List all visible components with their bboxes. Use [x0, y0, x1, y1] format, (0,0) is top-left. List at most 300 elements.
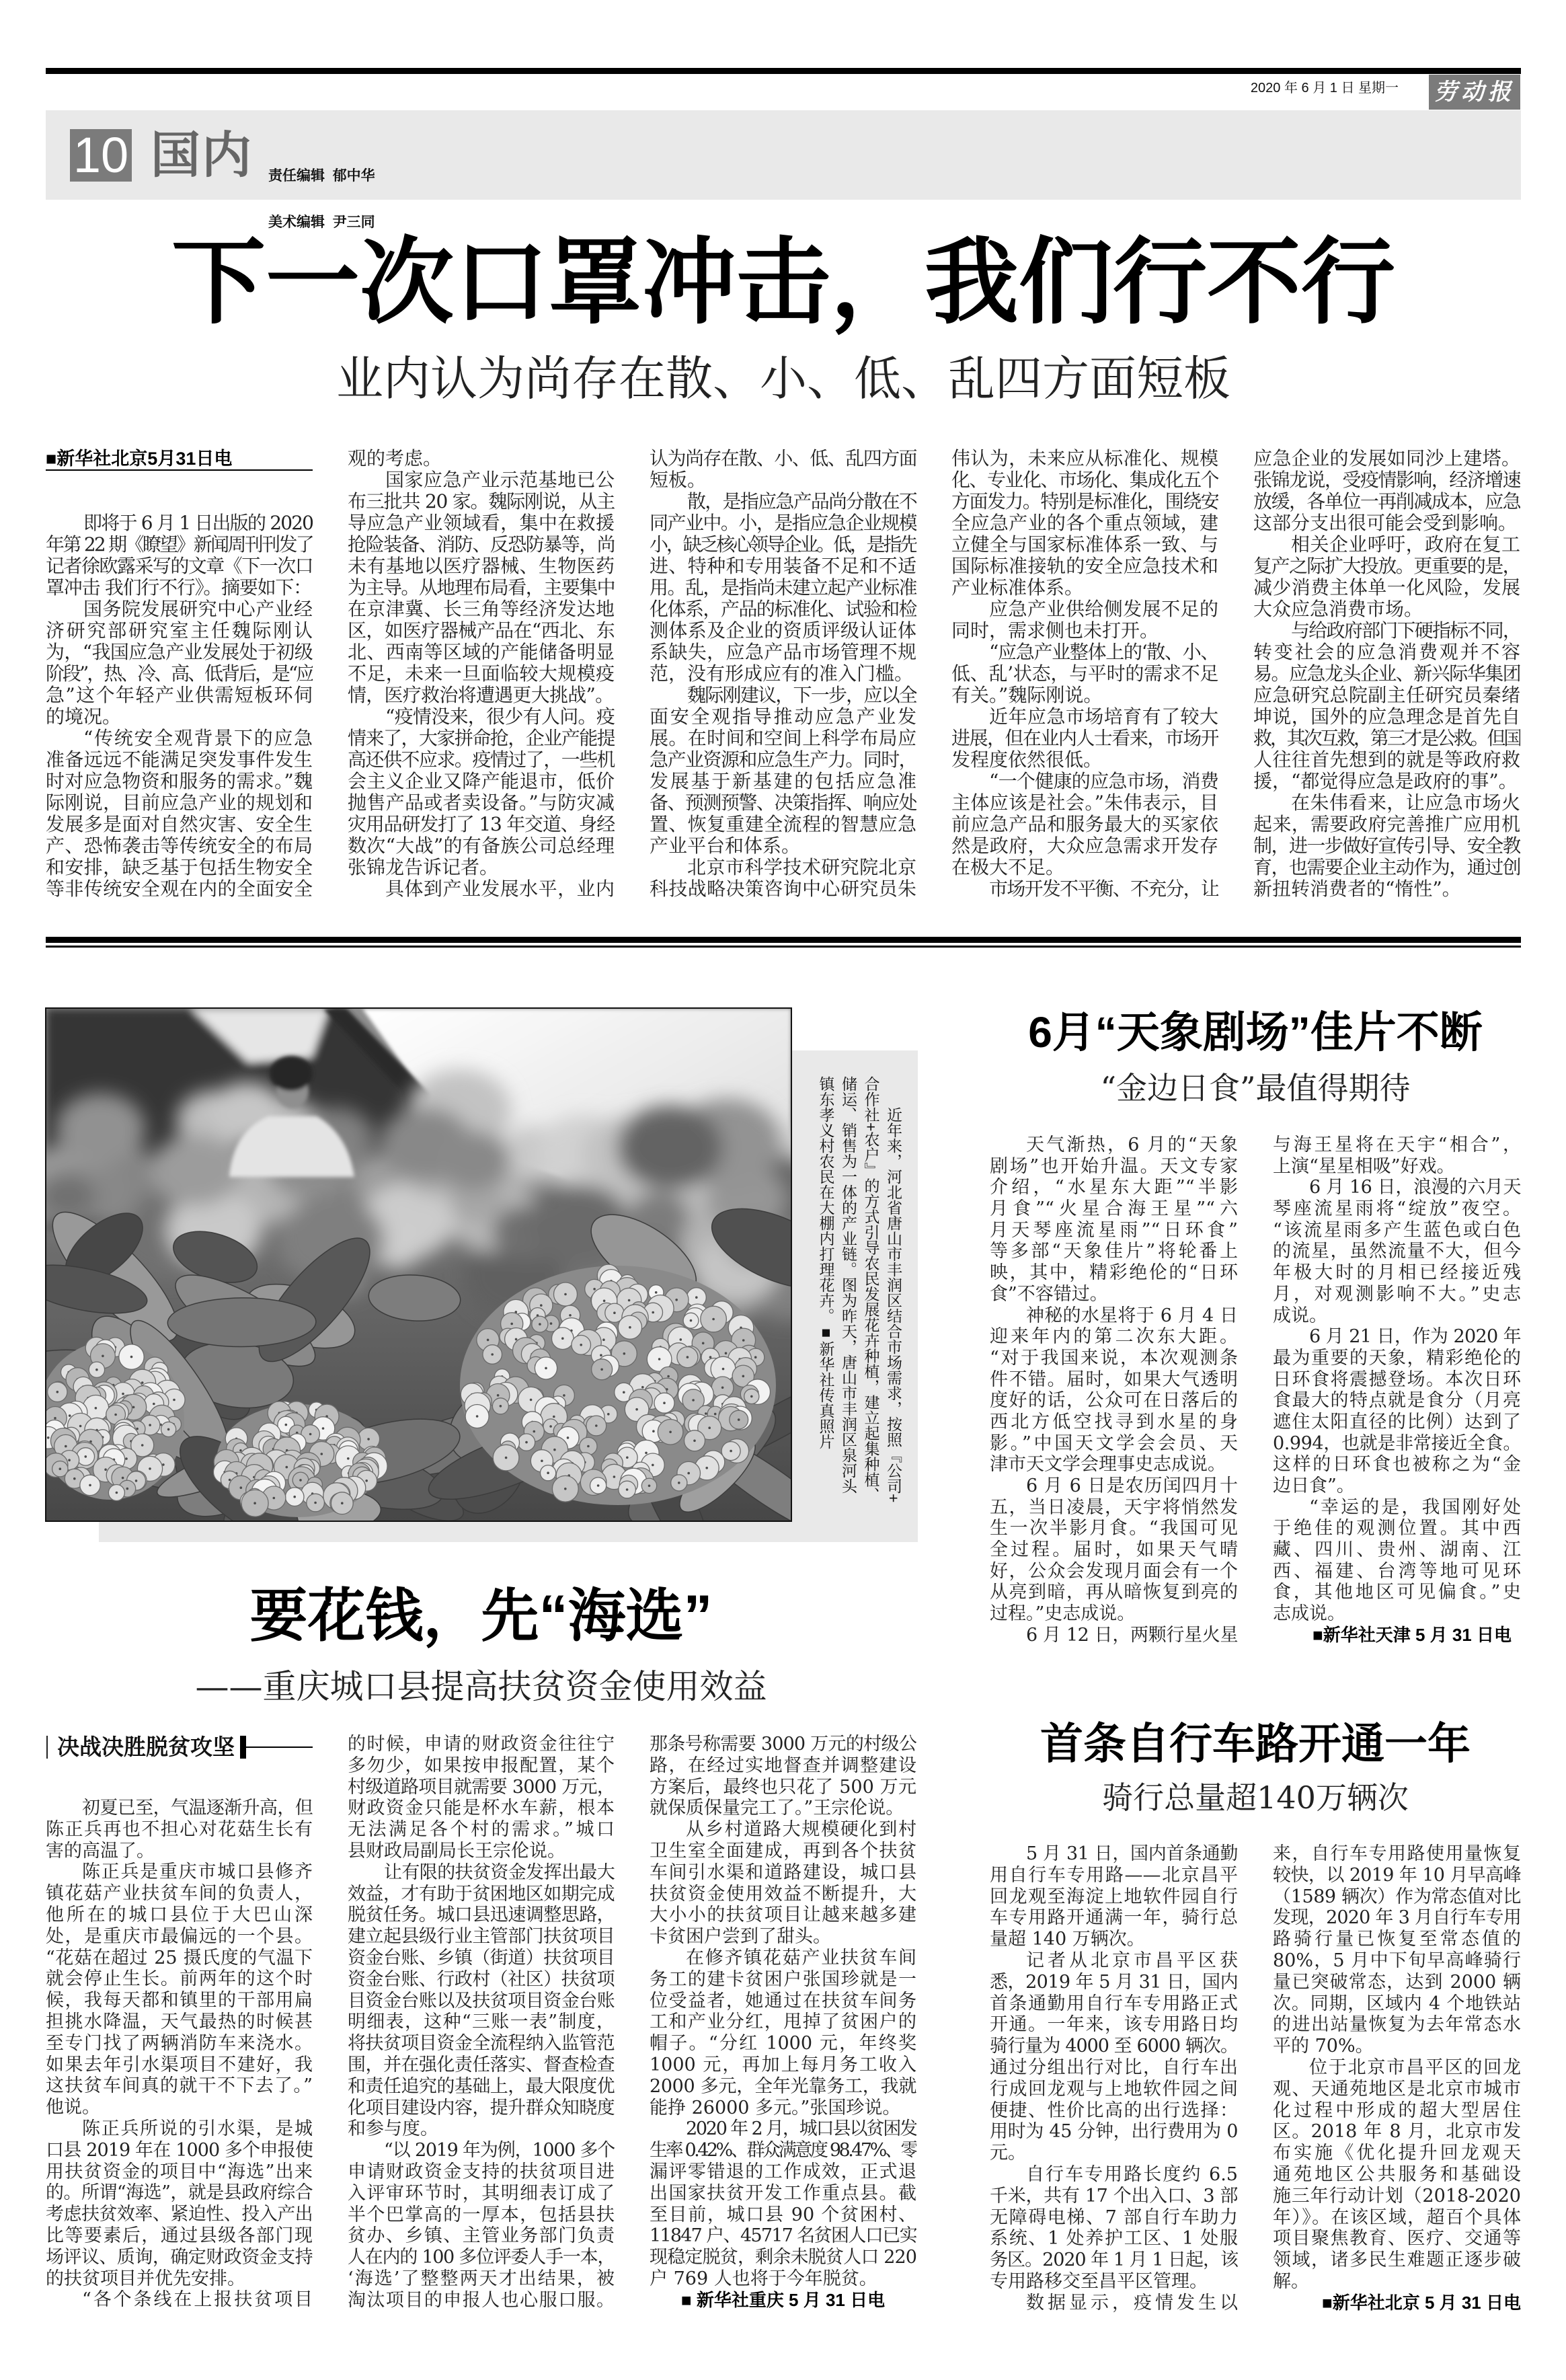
- text-line: “幸运的是，我国刚好处: [1309, 1496, 1521, 1518]
- photo-caption: [813, 1076, 904, 1533]
- text-line: 明细表，这种“三账一表”制度，: [348, 2011, 615, 2033]
- text-line: 工和产业分红，甩掉了贫困户的: [650, 2011, 916, 2033]
- text-line: 陈正兵再也不担心对花菇生长有: [46, 1818, 313, 1840]
- text-line: 五，当日凌晨，天宇将悄然发: [990, 1496, 1238, 1518]
- text-line: 将扶贫项目资金全流程纳入监管范: [348, 2033, 615, 2055]
- text-line: 观的考虑。: [348, 448, 442, 469]
- text-line: 年）》。在该区域，超百个具体: [1273, 2206, 1521, 2228]
- petal-center: [314, 1502, 317, 1504]
- text-line: 2000 多元，全年光靠务工，我就: [650, 2075, 916, 2097]
- text-line: 等多部“天象佳片”将轮番上: [990, 1241, 1238, 1262]
- text-line: 即将于 6 月 1 日出版的 2020: [83, 512, 313, 534]
- text-line: 化过程中形成的超大型居住: [1273, 2100, 1521, 2121]
- text-line: 等非传统安全观在内的全面安全: [46, 878, 313, 900]
- blurred-foliage: [56, 1093, 145, 1165]
- petal-center: [273, 1497, 276, 1500]
- petal-center: [742, 1375, 745, 1378]
- bike-headline: 首条自行车路开通一年: [1040, 1720, 1471, 1768]
- text-line: 漏评零错退的工作成效，正式退: [650, 2161, 916, 2182]
- petal-center: [547, 1471, 549, 1474]
- text-line: （1589 辆次）作为常态值对比: [1273, 1886, 1521, 1907]
- text-line: 考虑扶贫效率、紧迫性、投入产出: [46, 2204, 313, 2225]
- text-line: 陈正兵所说的引水渠，是城: [82, 2118, 313, 2139]
- text-line: 80%，5 月中下旬早高峰骑行: [1273, 1950, 1521, 1971]
- text-line: 6 月 16 日，浪漫的六月天: [1309, 1177, 1521, 1198]
- article-column: [46, 512, 313, 900]
- text-line: 张锦龙说，受疫情影响，经济增速: [1253, 469, 1520, 491]
- text-line: 度好的话，公众可在日落后的: [990, 1390, 1238, 1412]
- text-line: 年极大时的月相已经接近残: [1273, 1262, 1521, 1284]
- article-column: [348, 1734, 615, 2311]
- petal-center: [645, 1452, 648, 1455]
- text-line: 多勿少，如果按申报配置，某个: [348, 1755, 615, 1776]
- petal-center: [285, 1424, 288, 1426]
- text-line: 全过程。届时，如果天气晴: [990, 1539, 1238, 1561]
- text-line: 市场开发不平衡、不充分，让: [989, 878, 1218, 900]
- text-line: 5 月 31 日，国内首条通勤: [1026, 1843, 1238, 1864]
- section-divider-thick: [46, 937, 1521, 943]
- text-line: 资金台账、行政村（社区）扶贫项: [348, 1968, 615, 1990]
- petal-center: [722, 1368, 725, 1371]
- petal-center: [510, 1323, 513, 1326]
- text-line: 济研究部研究室主任魏际刚认: [46, 620, 313, 642]
- petal-center: [167, 1428, 170, 1431]
- text-line: 化、专业化、市场化、集成化五个: [951, 469, 1218, 491]
- lead-headline: 下一次口罩冲击，我们行不行: [171, 229, 1395, 335]
- text-line: 的时候，申请的财政资金往往宁: [348, 1734, 615, 1755]
- text-line: 和安排，缺乏基于包括生物安全: [46, 857, 313, 878]
- text-line: 的流星，虽然流量不大，但今: [1273, 1241, 1521, 1262]
- text-line: 从乡村道路大规模硬化到村: [686, 1819, 916, 1841]
- petal-center: [95, 1407, 97, 1410]
- text-line: 效益，才有助于贫困地区如期完成: [348, 1883, 615, 1905]
- text-line: 魏际刚建议，下一步，应以全: [687, 685, 916, 706]
- lead-dateline: ■新华社北京5月31日电: [46, 448, 313, 471]
- text-line: “花菇在超过 25 摄氏度的气温下: [46, 1947, 313, 1968]
- petal-center: [623, 1352, 626, 1355]
- petal-center: [708, 1426, 711, 1429]
- text-line: 路骑行量已恢复至常态值的: [1273, 1929, 1521, 1950]
- text-line: 月天琴座流星雨”“日环食”: [990, 1219, 1238, 1241]
- text-line: 卫生室全面建成，再到各个扶贫: [650, 1840, 916, 1861]
- petal-center: [476, 1415, 479, 1418]
- text-line: 范，没有形成应有的准入门槛。: [650, 663, 914, 685]
- text-line: 担挑水降温，天气最热的时候甚: [46, 2011, 313, 2032]
- text-line: 那条号称需要 3000 万元的村级公: [650, 1734, 916, 1755]
- text-line: 同产业中。小，是指应急企业规模: [650, 512, 916, 534]
- text-line: 用扶贫资金的项目中“海选”出来: [46, 2161, 313, 2182]
- blurred-foliage: [436, 1130, 510, 1190]
- petal-center: [678, 1482, 680, 1484]
- text-line: 在修齐镇花菇产业扶贫车间: [686, 1947, 916, 1968]
- petal-center: [367, 1438, 370, 1441]
- text-line: 方面发力。特别是标准化，围绕安: [951, 491, 1218, 512]
- masthead-logo: 劳动报: [1429, 75, 1520, 110]
- text-line: 未有基地以医疗器械、生物医药: [348, 555, 615, 577]
- text-line: 数据显示，疫情发生以: [1026, 2292, 1238, 2313]
- petal-center: [705, 1412, 707, 1415]
- text-line: 进展，但在业内人士看来，市场开: [951, 728, 1218, 749]
- petal-center: [149, 1467, 151, 1470]
- text-line: 6 月 12 日，两颗行星火星: [1026, 1624, 1238, 1646]
- petal-center: [597, 1484, 600, 1487]
- petal-center: [104, 1468, 107, 1471]
- text-line: 元。: [990, 2143, 1026, 2164]
- text-line: 候，我每天都和镇里的干部用扁: [46, 1990, 313, 2011]
- petal-center: [652, 1464, 654, 1467]
- bike-subheadline: 骑行总量超140万辆次: [1102, 1779, 1409, 1816]
- text-line: 为，“我国应急产业发展处于初级: [46, 642, 313, 663]
- petal-center: [553, 1449, 556, 1451]
- text-line: ‘海选’了整整两天才出结果，被: [348, 2268, 615, 2289]
- text-line: 立健全与国家标准体系一致、与: [951, 534, 1218, 555]
- text-line: 比等要素后，通过县级各部门现: [46, 2225, 313, 2246]
- petal-center: [563, 1394, 565, 1397]
- petal-center: [69, 1414, 71, 1417]
- text-line: 月，对观测影响不大。”史志: [1273, 1283, 1521, 1305]
- text-line: 的扶贫项目并优先安排。: [46, 2268, 245, 2289]
- text-line: 然是政府，大众应急需求开发存: [951, 835, 1218, 857]
- text-line: 区。2018 年 8 月，北京市发: [1273, 2121, 1521, 2143]
- art-editor: 美术编辑 尹三同: [268, 215, 375, 230]
- issue-date: 2020 年 6 月 1 日 星期一: [1250, 81, 1399, 95]
- text-line: 和责任追究的基础上，最大限度优: [348, 2075, 615, 2097]
- text-line: 他所在的城口县位于大巴山深: [46, 1904, 313, 1925]
- text-line: “一个健康的应急市场，消费: [989, 771, 1218, 792]
- petal-center: [525, 1441, 528, 1444]
- text-line: 害的高温了。: [46, 1840, 155, 1861]
- petal-center: [721, 1387, 724, 1389]
- petal-center: [669, 1431, 672, 1434]
- petal-center: [114, 1414, 117, 1416]
- text-line: 低、乱’状态，与平时的需求不足: [951, 663, 1218, 685]
- text-line: 用自行车专用路——北京昌平: [990, 1864, 1238, 1886]
- petal-center: [293, 1496, 296, 1498]
- petal-center: [141, 1444, 144, 1447]
- text-line: 志成说。: [1273, 1603, 1345, 1625]
- petal-center: [738, 1418, 740, 1421]
- text-line: 制，进一步做好宣传引导、安全教: [1253, 835, 1520, 857]
- petal-center: [641, 1386, 644, 1389]
- news-photo: [45, 1007, 792, 1522]
- text-line: 入评审环节时，其明细表订成了: [348, 2182, 615, 2204]
- text-line: 如果去年引水渠项目不建好，我: [46, 2054, 313, 2075]
- text-line: 6 月 6 日是农历闰四月十: [1026, 1475, 1238, 1496]
- caption-line: 近年来，河北省唐山市丰润区结合市场需求，按照『公司+: [885, 1107, 902, 1503]
- petal-center: [652, 1430, 655, 1432]
- text-line: 围，并在强化责任落实、督查检查: [348, 2054, 615, 2075]
- text-line: 北、西南等区域的产能储备明显: [348, 642, 615, 663]
- text-line: 坤说，国外的应急理念是首先自: [1253, 706, 1520, 728]
- text-line: 与给政府部门下硬指标不同，: [1291, 620, 1520, 642]
- text-line: 建立起县级行业主管部门扶贫项目: [348, 1926, 615, 1948]
- text-line: 援，“都觉得应急是政府的事”。: [1253, 771, 1518, 792]
- text-line: 就会停止生长。前两年的这个时: [46, 1968, 313, 1990]
- text-line: 2020 年 2 月，城口县以贫困发: [686, 2118, 916, 2140]
- text-line: 财政资金只能是杯水车薪，根本: [348, 1798, 615, 1819]
- petal-center: [505, 1457, 508, 1459]
- text-line: 年第 22 期《瞭望》新闻周刊刊发了: [46, 534, 313, 555]
- text-line: 系缺失，应急产品市场管理不规: [650, 642, 916, 663]
- text-line: 观、天通苑地区是北京市城市: [1273, 2078, 1521, 2100]
- text-line: 来，自行车专用路使用量恢复: [1273, 1843, 1521, 1864]
- text-line: 津市天文学会理事史志成说。: [990, 1454, 1226, 1475]
- text-line: 发程度依然很低。: [951, 749, 1103, 771]
- petal-center: [153, 1403, 155, 1406]
- text-line: 置、恢复重建全流程的智慧应急: [650, 814, 916, 835]
- text-line: 具体到产业发展水平，业内: [385, 878, 615, 900]
- hydrangea-cluster: [460, 1264, 776, 1505]
- text-line: 发展基于新基建的包括应急准: [650, 771, 916, 792]
- text-line: 减少消费主体单一化风险，发展: [1253, 577, 1520, 599]
- petal-center: [515, 1338, 518, 1341]
- text-line: 不足，未来一旦面临较大规模疫: [348, 663, 615, 685]
- petal-center: [613, 1311, 616, 1314]
- petal-center: [491, 1353, 494, 1356]
- text-line: 与海王星将在天宇“相合”，: [1273, 1135, 1521, 1155]
- text-line: 国务院发展研究中心产业经: [83, 599, 313, 620]
- text-line: 进、特种和专用装备不足和不适: [650, 555, 916, 577]
- text-line: 用时为 45 分钟，出行费用为 0: [990, 2121, 1238, 2143]
- text-line: 会主义企业又降产能退市，低价: [348, 771, 615, 792]
- petal-center: [564, 1488, 567, 1490]
- petal-center: [709, 1356, 712, 1358]
- petal-center: [253, 1502, 256, 1504]
- petal-center: [725, 1352, 728, 1354]
- text-line: 量超 140 万辆次。: [990, 1929, 1145, 1950]
- text-line: 大众应急消费市场。: [1253, 599, 1423, 620]
- petal-center: [59, 1467, 62, 1470]
- petal-center: [533, 1430, 536, 1433]
- text-line: 行成回龙观与上地软件园之间: [990, 2078, 1238, 2100]
- petal-center: [593, 1288, 596, 1291]
- text-line: 过程。”史志成说。: [990, 1603, 1136, 1625]
- text-line: 主体应该是社会。”朱伟表示，目: [951, 792, 1218, 814]
- text-line: 展。在时间和空间上科学布局应: [650, 728, 916, 749]
- text-line: 食最大的特点就是食分（月亮: [1273, 1390, 1521, 1412]
- petal-center: [239, 1449, 242, 1452]
- text-line: 国家应急产业示范基地已公: [385, 469, 615, 491]
- text-line: “应急产业整体上的‘散、小、: [989, 642, 1218, 663]
- text-line: “疫情没来，很少有人问。疫: [385, 706, 615, 728]
- text-line: 务工的建卡贫困户张国珍就是一: [650, 1968, 916, 1990]
- page-number: 10: [70, 129, 132, 182]
- text-line: 科技战略决策咨询中心研究员朱: [650, 878, 916, 900]
- text-line: 布三批共 20 家。魏际刚说，从主: [348, 491, 615, 512]
- text-line: 这样的日环食也被称之为“金: [1273, 1454, 1521, 1475]
- text-line: 11847 户、45717 名贫困人口已实: [650, 2225, 916, 2247]
- text-line: 用。乱，是指尚未建立起产业标准: [650, 577, 916, 599]
- petal-center: [553, 1416, 555, 1418]
- text-line: 起来，需要政府完善推广应用机: [1253, 814, 1520, 835]
- petal-center: [65, 1445, 67, 1448]
- article-column: [951, 448, 1218, 900]
- caption-line: 镇东孝义村农民在大棚内打理花卉。■新华社传真照片: [817, 1076, 835, 1449]
- text-line: “传统安全观背景下的应急: [83, 728, 313, 749]
- article-column: [990, 1843, 1238, 2314]
- text-line: 初夏已至，气温逐渐升高，但: [82, 1798, 313, 1818]
- article-column: [348, 448, 615, 900]
- text-line: 扶贫资金使用效益不断提升，大: [650, 1883, 916, 1905]
- text-line: 阶段”，热、冷、高、低背后，是“应: [46, 663, 313, 685]
- text-line: 西北方低空找寻到水星的身: [990, 1411, 1238, 1432]
- petal-center: [56, 1391, 59, 1393]
- text-line: 帽子。“分红 1000 元，年终奖: [650, 2033, 916, 2055]
- text-line: 人在内的 100 多位评委人手一本，: [348, 2247, 615, 2268]
- text-line: 成说。: [1273, 1305, 1327, 1326]
- text-line: 让有限的扶贫资金发挥出最大: [384, 1861, 615, 1883]
- petal-center: [549, 1425, 552, 1428]
- text-line: 务区。2020 年 1 月 1 日起，该: [990, 2250, 1238, 2271]
- petal-center: [675, 1299, 678, 1301]
- petal-center: [126, 1488, 129, 1490]
- petal-center: [690, 1319, 693, 1322]
- text-line: 前应急产品和服务最大的买家依: [951, 814, 1218, 835]
- text-line: 发展多是面对自然灾害、安全生: [46, 814, 313, 835]
- text-line: 近年应急市场培育有了较大: [989, 706, 1218, 728]
- text-line: 际刚说，目前应急产业的规划和: [46, 792, 313, 814]
- text-line: 6 月 21 日，作为 2020 年: [1309, 1326, 1521, 1348]
- text-line: 和参与度。: [348, 2118, 438, 2140]
- text-line: 这扶贫车间真的就干不下去了。”: [46, 2075, 313, 2097]
- text-line: 产、恐怖袭击等传统安全的布局: [46, 835, 313, 857]
- text-line: 0.994，也就是非常接近全食。: [1273, 1432, 1521, 1454]
- petal-center: [530, 1399, 533, 1402]
- text-line: 大小小的扶贫项目让越来越多建: [650, 1905, 916, 1926]
- text-line: 复产之际扩大投放。更重要的是，: [1253, 555, 1520, 577]
- text-line: 转变社会的应急消费观并不容: [1253, 642, 1520, 663]
- text-line: 急产业资源和应急生产力。同时，: [650, 749, 916, 771]
- tag-rule: [246, 1746, 313, 1748]
- text-line: 通过分组出行对比，自行车出: [990, 2057, 1238, 2078]
- text-line: 面安全观指导推动应急产业发: [650, 706, 916, 728]
- text-line: 较快，以 2019 年 10 月早高峰: [1273, 1864, 1521, 1886]
- petal-center: [648, 1485, 651, 1488]
- text-line: 化体系，产品的标准化、试验和检: [650, 599, 916, 620]
- text-line: 能挣 26000 多元。”张国珍说。: [650, 2097, 901, 2118]
- petal-center: [652, 1311, 654, 1314]
- text-line: 就保质保量完工了。”王宗伦说。: [650, 1798, 904, 1819]
- text-line: 藏、四川、贵州、湖南、江: [1273, 1539, 1521, 1561]
- text-line: 申请财政资金支持的扶贫项目进: [348, 2161, 615, 2182]
- text-line: 的进出站量恢复为去年常态水: [1273, 2014, 1521, 2036]
- text-line: 化项目建设内容，提升群众知晓度: [348, 2097, 615, 2118]
- text-line: 抛售产品或者卖设备。”与防灾减: [348, 792, 615, 814]
- text-line: 遮住太阳直径的比例）达到了: [1273, 1411, 1521, 1432]
- text-line: 月食”“火星合海王星”“六: [990, 1198, 1238, 1220]
- text-line: 卡贫困户尝到了甜头。: [650, 1926, 831, 1948]
- text-line: 至专门找了两辆消防车来浇水。: [46, 2032, 313, 2054]
- petal-center: [580, 1344, 582, 1346]
- petal-center: [607, 1413, 610, 1416]
- text-line: 他说。: [46, 2097, 100, 2118]
- text-line: 生率 0.42%、群众满意度 98.47%、零: [650, 2140, 916, 2161]
- text-line: 情，医疗救治将遭遇更大挑战”。: [348, 685, 614, 706]
- text-line: 相关企业呼吁，政府在复工: [1291, 534, 1520, 555]
- text-line: 人往往首先想到的就是等政府救: [1253, 749, 1520, 771]
- petal-center: [173, 1399, 175, 1402]
- text-line: 西、福建、台湾等地可见环: [1273, 1560, 1521, 1582]
- petal-center: [102, 1355, 104, 1358]
- text-line: 系统、1 处养护工区、1 处服: [990, 2228, 1238, 2250]
- caption-line: 储运、销售为一体的产业链。图为昨天，唐山市丰润区泉河头: [840, 1076, 857, 1494]
- text-line: 迎来年内的第二次东大距。: [990, 1326, 1238, 1348]
- petal-center: [655, 1291, 658, 1294]
- caption-line: 合作社+农户』的方式引导农民发展花卉种植，建立起集种植、: [862, 1076, 880, 1503]
- text-line: 开通。一年来，该专用路日均: [990, 2014, 1238, 2036]
- petal-center: [240, 1486, 243, 1489]
- petal-center: [613, 1475, 616, 1478]
- petal-center: [545, 1367, 547, 1370]
- text-line: 灾用品研发打了 13 年交道、身经: [348, 814, 615, 835]
- petal-center: [600, 1354, 602, 1356]
- text-line: 淘汰项目的申报人也心服口服。: [348, 2289, 615, 2311]
- tag-block: [240, 1736, 246, 1759]
- text-line: 放缓，各单位一再削减成本，应急: [1253, 491, 1520, 512]
- text-line: 琴座流星雨将“绽放”夜空。: [1273, 1198, 1521, 1220]
- text-line: 出国家扶贫开发工作重点县。截: [650, 2182, 916, 2204]
- petal-center: [141, 1381, 144, 1384]
- petal-center: [540, 1304, 543, 1307]
- text-line: “该流星雨多产生蓝色或白色: [1273, 1219, 1521, 1241]
- text-line: 同时，需求侧也未打开。: [951, 620, 1159, 642]
- petal-center: [95, 1369, 98, 1371]
- petal-center: [569, 1314, 572, 1317]
- astronomy-subheadline: “金边日食”最值得期待: [1100, 1070, 1411, 1106]
- petal-center: [626, 1457, 629, 1459]
- petal-center: [730, 1450, 732, 1453]
- petal-center: [135, 1480, 138, 1482]
- text-line: 救，其次互救，第三才是公救。但国: [1253, 728, 1520, 749]
- section-band: [46, 110, 1521, 200]
- text-line: 映，其中，精彩绝伦的“日环: [990, 1262, 1238, 1284]
- petal-center: [693, 1440, 696, 1443]
- petal-center: [663, 1402, 666, 1404]
- text-line: 上演“星星相吸”好戏。: [1273, 1155, 1455, 1177]
- text-line: 全应急产业的各个重点领域，建: [951, 512, 1218, 534]
- text-line: 场评议、质询，确定财政资金支持: [46, 2246, 313, 2268]
- petal-center: [309, 1433, 312, 1436]
- text-line: 天气渐热，6 月的“天象: [1026, 1135, 1238, 1155]
- text-line: 户 769 人也将于今年脱贫。: [650, 2268, 877, 2289]
- text-line: 抢险装备、消防、反恐防暴等，尚: [348, 534, 615, 555]
- text-line: 在极大不足。: [951, 857, 1065, 878]
- dateline: ■ 新华社重庆 5 月 31 日电: [680, 2289, 886, 2310]
- text-line: 资金台账、乡镇（街道）扶贫项目: [348, 1947, 615, 1968]
- text-line: 边日食”。: [1273, 1475, 1355, 1496]
- text-line: 的境况。: [46, 706, 122, 728]
- text-line: 为主导。从地理布局看，主要集中: [348, 577, 615, 599]
- text-line: 骑行量为 4000 至 6000 辆次。: [990, 2036, 1238, 2057]
- text-line: 贫办、乡镇、主管业务部门负责: [348, 2225, 615, 2247]
- text-line: 食，其他地区可见偏食。”史: [1273, 1582, 1521, 1603]
- petal-center: [500, 1405, 502, 1408]
- petal-center: [365, 1480, 368, 1482]
- text-line: 准备远远不能满足突发事件发生: [46, 749, 313, 771]
- text-line: 无障碍电梯、7 部自行车助力: [990, 2206, 1238, 2228]
- petal-center: [628, 1299, 631, 1302]
- petal-center: [754, 1356, 757, 1358]
- lead-subheadline: 业内认为尚存在散、小、低、乱四方面短板: [336, 351, 1230, 406]
- text-line: 车专用路开通满一年，骑行总: [990, 1907, 1238, 1929]
- petal-center: [603, 1300, 606, 1303]
- text-line: 记者从北京市昌平区获: [1026, 1950, 1238, 1971]
- text-line: 影。”中国天文学会会员、天: [990, 1432, 1238, 1454]
- petal-center: [136, 1428, 139, 1430]
- text-line: 千米，共有 17 个出入口、3 部: [990, 2185, 1238, 2206]
- text-line: 好，公众会发现月面会有一个: [990, 1560, 1238, 1582]
- petal-center: [89, 1484, 91, 1487]
